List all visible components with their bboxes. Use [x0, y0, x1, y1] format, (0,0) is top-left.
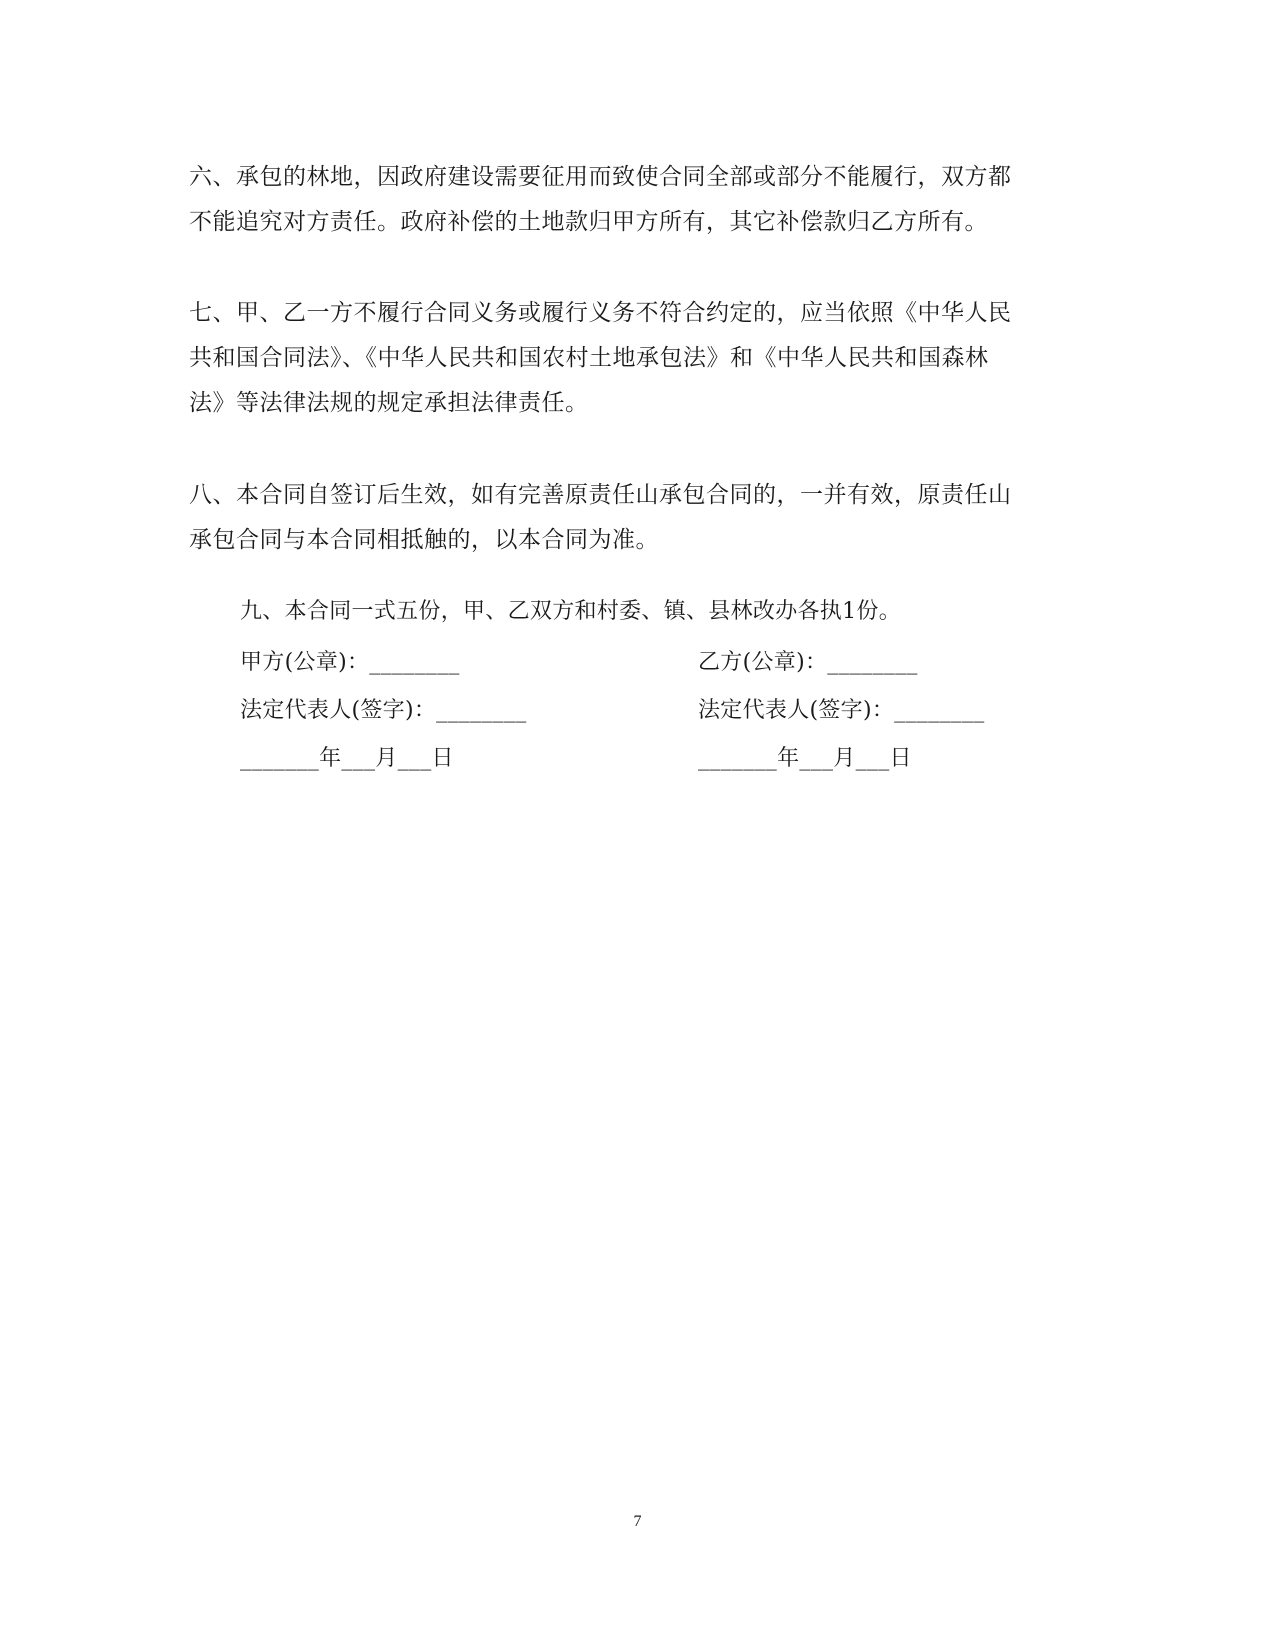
clause-nine: 九、本合同一式五份，甲、乙双方和村委、镇、县林改办各执1份。 [240, 599, 901, 624]
party-b-date: _______年___月___日 [698, 746, 912, 771]
party-a-date: _______年___月___日 [240, 746, 454, 771]
clause-seven-line-3: 法》等法律法规的规定承担法律责任。 [189, 390, 589, 416]
party-a-seal: 甲方(公章)：________ [240, 650, 460, 675]
clause-six [189, 155, 1069, 245]
party-a-representative: 法定代表人(签字)：________ [240, 698, 527, 723]
party-b-seal: 乙方(公章)：________ [698, 650, 918, 675]
party-b-representative: 法定代表人(签字)：________ [698, 698, 985, 723]
clause-eight [189, 473, 1069, 563]
clause-seven-line-2: 共和国合同法》、《中华人民共和国农村土地承包法》和《中华人民共和国森林 [189, 345, 989, 371]
clause-seven-line-1: 七、甲、乙一方不履行合同义务或履行义务不符合约定的，应当依照《中华人民 [189, 300, 1012, 326]
clause-eight-line-2: 承包合同与本合同相抵触的，以本合同为准。 [189, 527, 659, 553]
clause-eight-line-1: 八、本合同自签订后生效，如有完善原责任山承包合同的，一并有效，原责任山 [189, 482, 1012, 508]
clause-seven [189, 291, 1069, 426]
clause-six-line-1: 六、承包的林地，因政府建设需要征用而致使合同全部或部分不能履行，双方都 [189, 164, 1012, 190]
page-number: 7 [633, 1513, 642, 1530]
clause-six-line-2: 不能追究对方责任。政府补偿的土地款归甲方所有，其它补偿款归乙方所有。 [189, 209, 988, 235]
